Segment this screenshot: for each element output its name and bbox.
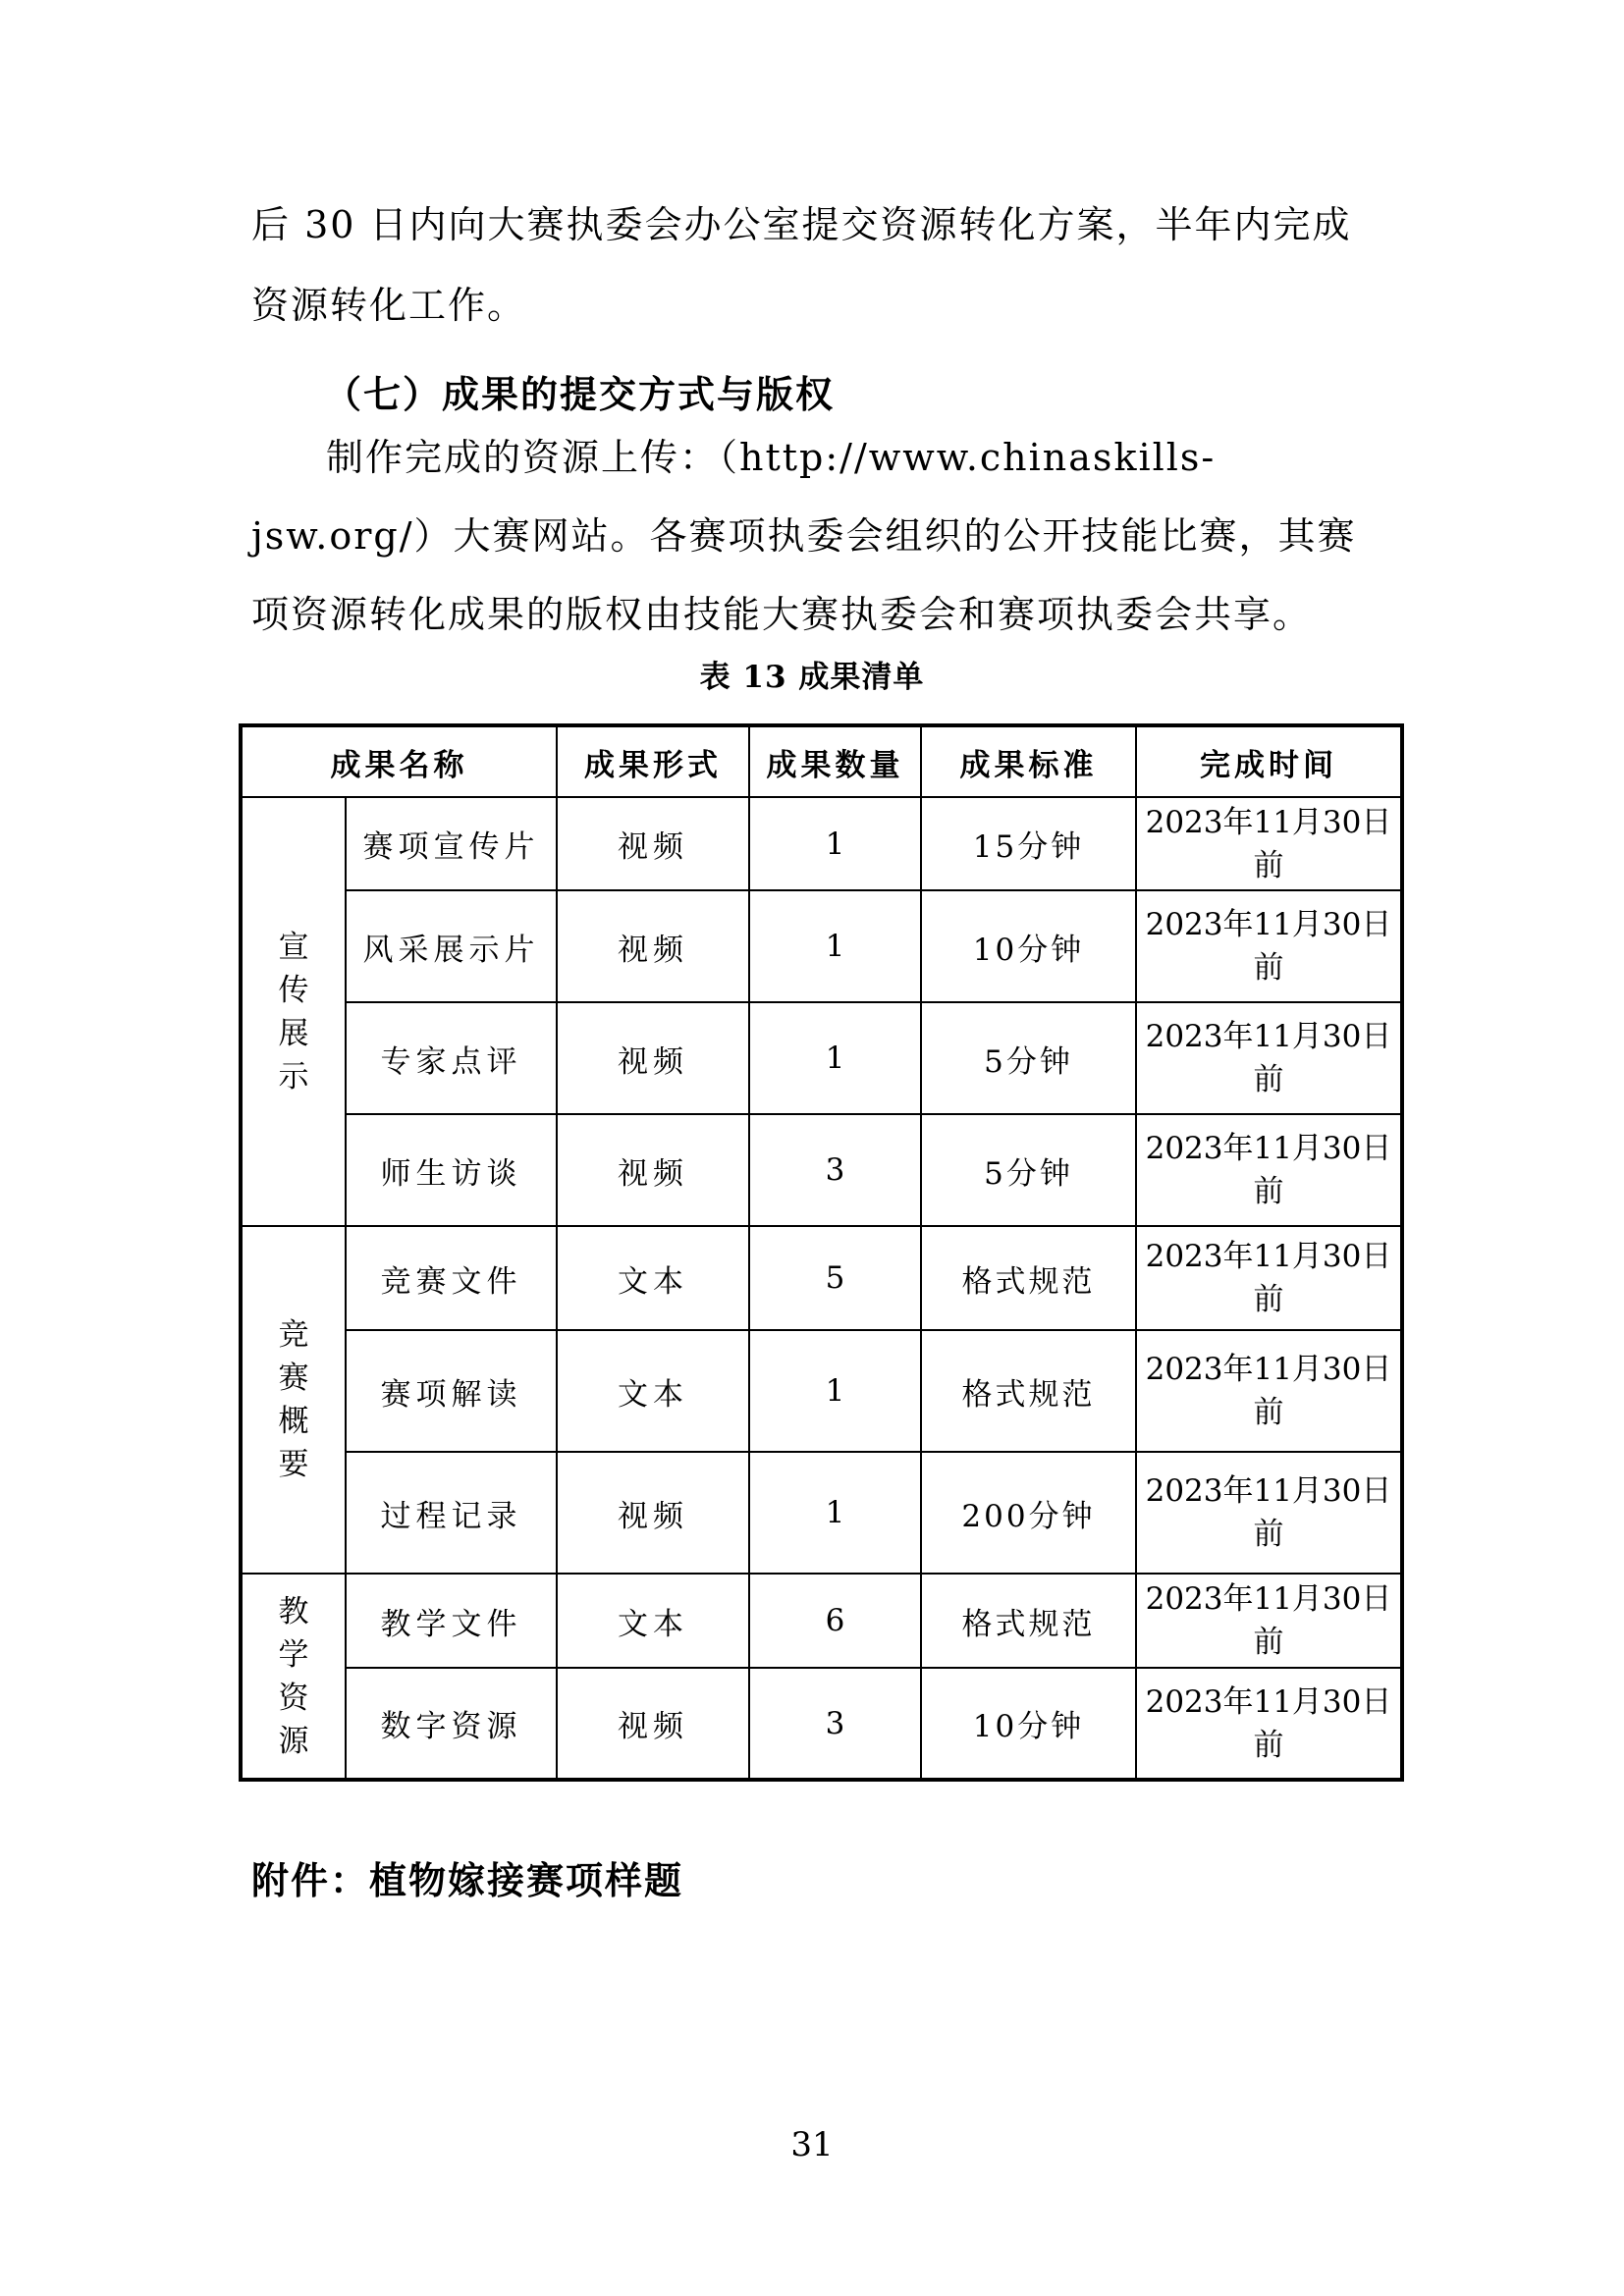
result-time-cell: 2023年11月30日前 xyxy=(1136,1114,1402,1226)
results-table xyxy=(239,723,1404,1782)
result-quantity-cell: 1 xyxy=(749,797,921,890)
result-form-cell: 视频 xyxy=(557,1668,749,1780)
body-paragraph-1: 后 30 日内向大赛执委会办公室提交资源转化方案，半年内完成资源转化工作。 xyxy=(251,203,1352,327)
table-row xyxy=(241,1002,1402,1114)
header-standard: 成果标准 xyxy=(921,725,1136,797)
result-name-cell: 师生访谈 xyxy=(346,1114,557,1226)
result-standard-cell: 15分钟 xyxy=(921,797,1136,890)
table-row xyxy=(241,1668,1402,1780)
section-heading: （七）成果的提交方式与版权 xyxy=(324,372,836,416)
result-form-cell: 文本 xyxy=(557,1226,749,1330)
result-time-cell: 2023年11月30日前 xyxy=(1136,890,1402,1002)
body-paragraph-2: 制作完成的资源上传：（http://www.chinaskills-jsw.org/）大赛网站。各赛项执委会组织的公开技能比赛，其赛项资源转化成果的版权由技能大赛执委会和赛项执委会共享。 xyxy=(251,436,1357,636)
category-label: 宣传展示 xyxy=(278,929,309,1095)
header-name: 成果名称 xyxy=(241,725,557,797)
result-form-cell: 视频 xyxy=(557,1452,749,1574)
result-standard-cell: 格式规范 xyxy=(921,1226,1136,1330)
table-row xyxy=(241,1226,1402,1330)
result-time-cell: 2023年11月30日前 xyxy=(1136,1002,1402,1114)
category-cell xyxy=(241,1574,346,1780)
table-row xyxy=(241,1330,1402,1452)
header-quantity: 成果数量 xyxy=(749,725,921,797)
result-name-cell: 赛项解读 xyxy=(346,1330,557,1452)
table-row xyxy=(241,797,1402,890)
result-name-cell: 专家点评 xyxy=(346,1002,557,1114)
table-header-row xyxy=(241,725,1402,797)
result-name-cell: 数字资源 xyxy=(346,1668,557,1780)
table-caption: 表 13 成果清单 xyxy=(699,660,925,695)
result-standard-cell: 格式规范 xyxy=(921,1574,1136,1668)
category-cell xyxy=(241,797,346,1226)
result-quantity-cell: 1 xyxy=(749,890,921,1002)
result-quantity-cell: 1 xyxy=(749,1330,921,1452)
result-time-cell: 2023年11月30日前 xyxy=(1136,1330,1402,1452)
result-time-cell: 2023年11月30日前 xyxy=(1136,1226,1402,1330)
result-name-cell: 赛项宣传片 xyxy=(346,797,557,890)
result-form-cell: 文本 xyxy=(557,1330,749,1452)
result-quantity-cell: 3 xyxy=(749,1114,921,1226)
result-name-cell: 竞赛文件 xyxy=(346,1226,557,1330)
table-row xyxy=(241,1114,1402,1226)
category-cell xyxy=(241,1226,346,1574)
result-standard-cell: 10分钟 xyxy=(921,1668,1136,1780)
result-form-cell: 视频 xyxy=(557,797,749,890)
category-label: 竞赛概要 xyxy=(278,1317,309,1482)
result-quantity-cell: 1 xyxy=(749,1452,921,1574)
result-quantity-cell: 3 xyxy=(749,1668,921,1780)
result-standard-cell: 10分钟 xyxy=(921,890,1136,1002)
result-time-cell: 2023年11月30日前 xyxy=(1136,1574,1402,1668)
result-quantity-cell: 6 xyxy=(749,1574,921,1668)
result-standard-cell: 格式规范 xyxy=(921,1330,1136,1452)
result-name-cell: 教学文件 xyxy=(346,1574,557,1668)
result-time-cell: 2023年11月30日前 xyxy=(1136,797,1402,890)
result-time-cell: 2023年11月30日前 xyxy=(1136,1452,1402,1574)
page-number: 31 xyxy=(790,2125,834,2164)
result-standard-cell: 5分钟 xyxy=(921,1114,1136,1226)
result-time-cell: 2023年11月30日前 xyxy=(1136,1668,1402,1780)
result-form-cell: 视频 xyxy=(557,890,749,1002)
table-body xyxy=(241,797,1402,1780)
result-quantity-cell: 1 xyxy=(749,1002,921,1114)
appendix-title: 附件：植物嫁接赛项样题 xyxy=(251,1858,684,1902)
table-row xyxy=(241,1574,1402,1668)
result-form-cell: 视频 xyxy=(557,1114,749,1226)
result-standard-cell: 5分钟 xyxy=(921,1002,1136,1114)
category-label: 教学资源 xyxy=(278,1593,309,1759)
table-row xyxy=(241,890,1402,1002)
result-quantity-cell: 5 xyxy=(749,1226,921,1330)
result-name-cell: 风采展示片 xyxy=(346,890,557,1002)
result-name-cell: 过程记录 xyxy=(346,1452,557,1574)
result-form-cell: 文本 xyxy=(557,1574,749,1668)
header-form: 成果形式 xyxy=(557,725,749,797)
table-row xyxy=(241,1452,1402,1574)
result-standard-cell: 200分钟 xyxy=(921,1452,1136,1574)
header-time: 完成时间 xyxy=(1136,725,1402,797)
result-form-cell: 视频 xyxy=(557,1002,749,1114)
